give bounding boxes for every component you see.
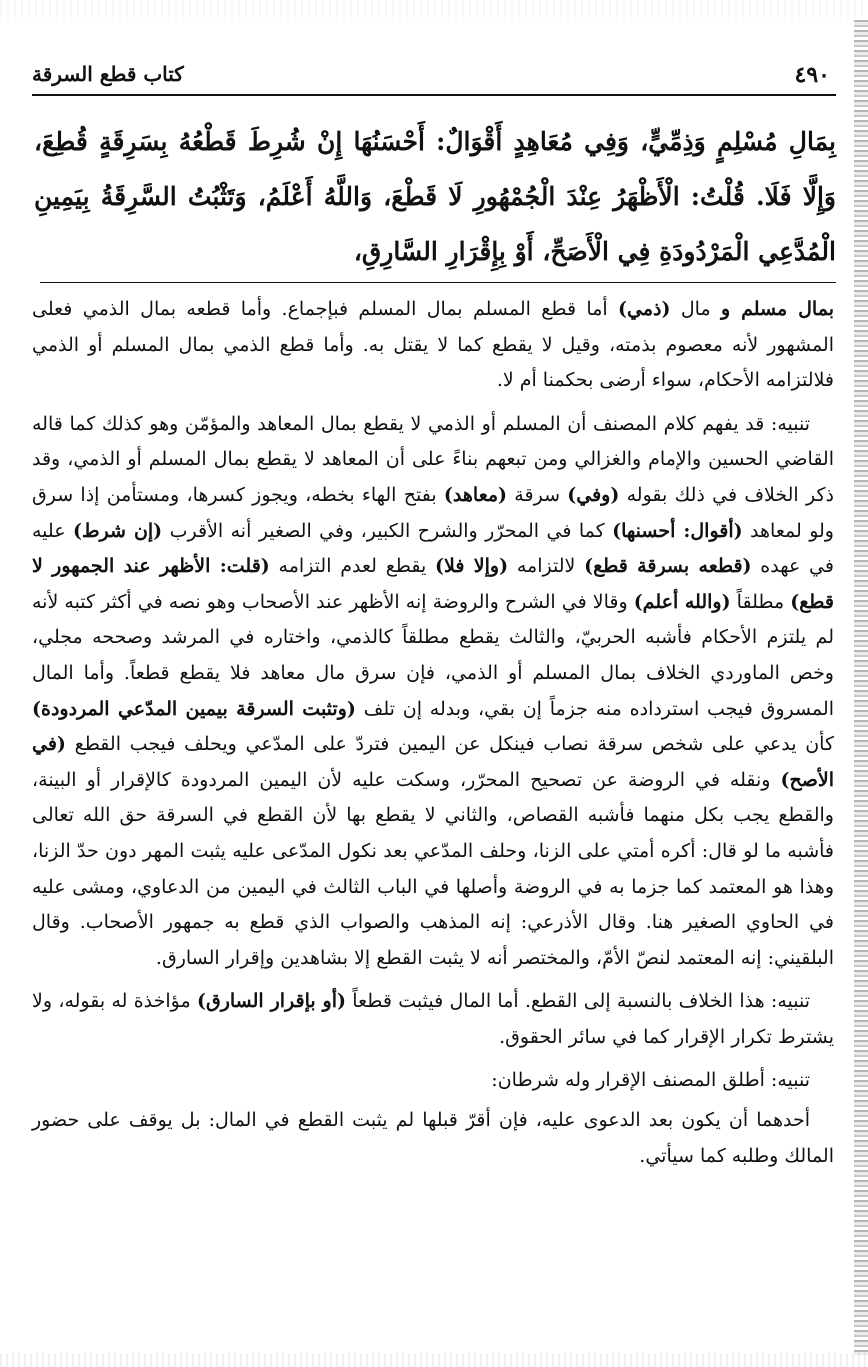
commentary-text: بفتح الهاء بخطه، ويجوز كسرها، ومستأمن إذا سرق ولو لمعاهد xyxy=(32,483,834,542)
commentary-text: كأن يدعي على شخص سرقة نصاب فينكل عن اليمين فتردّ على المدّعي ويحلف فيجب القطع xyxy=(65,733,834,756)
quoted-text: (أو بإقرار السارق) xyxy=(196,990,346,1013)
quoted-text: (معاهد) xyxy=(443,483,508,506)
quoted-text: (وتثبت السرقة بيمين المدّعي المردودة) xyxy=(32,697,356,720)
commentary-paragraph-5: أحدهما أن يكون بعد الدعوى عليه، فإن أقرّ قبلها لم يثبت القطع في المال: بل يوقف على حضور المالك وطلبه كما سيأتي. xyxy=(32,1109,834,1167)
commentary-text: سرقة xyxy=(507,483,568,506)
commentary-text: أما قطع المسلم بمال المسلم فبإجماع. وأما قطعه بمال الذمي فعلى المشهور لأنه معصوم بذمته، وقيل لا يقطع كما لا يقتل به. وأما قطع الذمي بمال المسلم أو الذمي فلالتزامه الأحكام، سواء أرضى بحكمنا أم لا. xyxy=(32,298,834,392)
commentary-text: يقطع لعدم التزامه xyxy=(269,555,436,578)
quoted-text: (ذمي) xyxy=(618,298,671,320)
quoted-text: (إن شرط) xyxy=(72,519,163,542)
running-title: كتاب قطع السرقة xyxy=(32,62,184,86)
scan-noise-bottom xyxy=(0,1353,868,1367)
commentary-text: تنبيه: هذا الخلاف بالنسبة إلى القطع. أما المال فيثبت قطعاً xyxy=(346,990,810,1013)
commentary-text: مطلقاً xyxy=(730,590,791,613)
quoted-text: (قطعه بسرقة قطع) xyxy=(584,555,752,578)
commentary-paragraph-1 xyxy=(32,292,834,399)
quoted-text: بمال مسلم و xyxy=(721,298,834,320)
separator-rule xyxy=(40,282,836,283)
page-number: ٤٩٠ xyxy=(794,62,830,88)
quoted-text: (وإلا فلا) xyxy=(435,555,509,578)
commentary-text: مال xyxy=(670,298,721,320)
commentary-text: مؤاخذة له بقوله، ولا يشترط تكرار الإقرار كما في سائر الحقوق. xyxy=(32,990,834,1048)
quoted-text: (والله أعلم) xyxy=(633,590,731,613)
commentary-text: ونقله في الروضة عن تصحيح المحرّر، وسكت عليه لأن اليمين المردودة كالإقرار أو البينة، والقطع يجب بكل منهما فأشبه القصاص، والثاني لا يقطع بها لأن القطع في السرقة حق الله تعالى فأشبه ما لو قال: أكره أمتي على الزنا، وحلف المدّعي بعد نكول المدّعى عليه يثبت المهر دون حدّ الزنا، وهذا هو المعتمد كما جزما به في الروضة وأصلها في الباب الثالث في اليمين من الدعاوي، ومشى عليه في الحاوي الصغير هنا. وقال الأذرعي: إنه المذهب والصواب الذي قطع به جمهور الأصحاب. وقال البلقيني: إنه المعتمد لنصّ الأمّ، والمختصر أنه لا يثبت القطع إلا بشاهدين وإقرار السارق. xyxy=(32,768,834,969)
commentary-text: عليه في عهده xyxy=(32,519,834,578)
quoted-text: (في الأصح) xyxy=(32,733,834,791)
page-header xyxy=(32,60,836,96)
commentary-text: كما في المحرّر والشرح الكبير، وفي الصغير أنه الأقرب xyxy=(162,519,613,542)
quoted-text: (قلت: الأظهر عند الجمهور لا قطع) xyxy=(32,555,834,613)
commentary-text: لالتزامه xyxy=(508,555,585,578)
commentary-text: وقالا في الشرح والروضة إنه الأظهر عند الأصحاب وهو نصه في أكثر كتبه لأنه لم يلتزم الأحكام فأشبه الحربيّ، والثالث يقطع مطلقاً كالذمي، واختاره في المرشد وصححه مجلي، وخص الماوردي الخلاف بمال المسلم أو الذمي، فإن سرق مال معاهد فلا يقطع قطعاً. وأما المال المسروق فيجب استرداده منه جزماً إن بقي، وبدله إن تلف xyxy=(32,590,834,720)
commentary-paragraph-2 xyxy=(32,407,834,977)
quoted-text: (أقوال: أحسنها) xyxy=(612,519,743,542)
main-text: بِمَالِ مُسْلِمٍ وَذِمِّيٍّ، وَفِي مُعَاهِدٍ أَقْوَالٌ: أَحْسَنُهَا إِنْ شُرِطَ قَطْعُهُ بِسَرِقَةٍ قُطِعَ، وَإِلَّا فَلَا. قُلْتُ: الْأَظْهَرُ عِنْدَ الْجُمْهُورِ لَا قَطْعَ، وَاللَّهُ أَعْلَمُ، وَتَثْبُتُ السَّرِقَةُ بِيَمِينِ الْمُدَّعِي الْمَرْدُودَةِ فِي الْأَصَحِّ، أَوْ بِإِقْرَارِ السَّارِقِ، xyxy=(34,127,836,266)
page-border-ornament xyxy=(854,20,868,1355)
scan-noise-top xyxy=(0,0,868,18)
quoted-text: (وفي) xyxy=(567,483,620,506)
commentary xyxy=(32,292,834,1182)
commentary-text: تنبيه: قد يفهم كلام المصنف أن المسلم أو الذمي لا يقطع بمال المعاهد والمؤمّن وهو كذلك كما قاله القاضي الحسين والإمام والغزالي ومن تبعهم بناءً على أن المعاهد لا يقطع بمال المسلم أو الذمي، وقد ذكر الخلاف في ذلك بقوله xyxy=(32,412,834,506)
commentary-paragraph-3 xyxy=(32,984,834,1055)
commentary-paragraph-4: تنبيه: أطلق المصنف الإقرار وله شرطان: xyxy=(491,1069,810,1092)
